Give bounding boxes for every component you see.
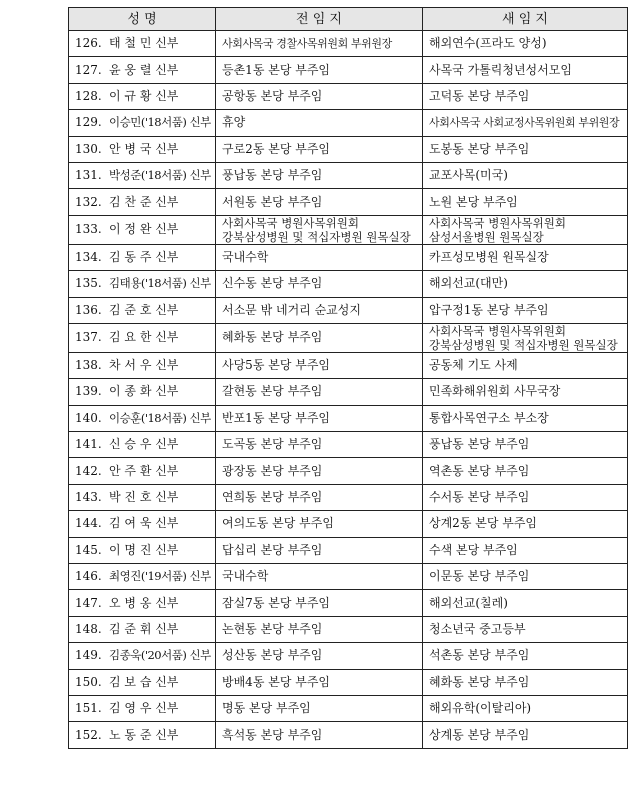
cell-new-post: 풍납동 본당 부주임 (423, 432, 628, 458)
cell-new-post: 사회사목국 병원사목위원회 삼성서울병원 원목실장 (423, 215, 628, 244)
cell-new-post: 해외유학(이탈리아) (423, 695, 628, 721)
cell-previous-post: 구로2동 본당 부주임 (216, 136, 423, 162)
cell-name (69, 244, 216, 270)
cell-previous-post: 명동 본당 부주임 (216, 695, 423, 721)
table-row (69, 616, 628, 642)
table-row (69, 244, 628, 270)
row-number: 130. (75, 141, 102, 156)
priest-name: 김 준 휘 신부 (109, 622, 179, 636)
table-row (69, 722, 628, 748)
priest-name: 박 진 호 신부 (109, 490, 179, 505)
cell-previous-post: 잠실7동 본당 부주임 (216, 590, 423, 616)
table-row (69, 352, 628, 378)
priest-name: 김 여 욱 신부 (109, 516, 179, 531)
row-number: 151. (75, 701, 102, 716)
row-number: 128. (75, 88, 102, 103)
cell-name (69, 590, 216, 616)
cell-previous-post: 등촌1동 본당 부주임 (216, 57, 423, 83)
priest-name: 김 영 우 신부 (109, 701, 179, 716)
priest-name: 이 규 황 신부 (109, 88, 179, 103)
cell-previous-post: 갈현동 본당 부주임 (216, 379, 423, 405)
cell-name (69, 162, 216, 188)
table-row (69, 511, 628, 537)
cell-name (69, 432, 216, 458)
cell-name (69, 537, 216, 563)
cell-name (69, 564, 216, 590)
row-number: 145. (75, 542, 102, 557)
cell-name (69, 405, 216, 431)
priest-name: 김 동 주 신부 (109, 249, 179, 264)
cell-previous-post: 연희동 본당 부주임 (216, 484, 423, 510)
cell-new-post: 사회사목국 병원사목위원회 강북삼성병원 및 적십자병원 원목실장 (423, 323, 628, 352)
cell-previous-post: 사회사목국 경찰사목위원회 부위원장 (216, 31, 423, 57)
table-row (69, 458, 628, 484)
cell-previous-post: 답십리 본당 부주임 (216, 537, 423, 563)
table-row (69, 136, 628, 162)
cell-name (69, 110, 216, 136)
priest-name: 노 동 준 신부 (109, 727, 179, 742)
priest-name: 이승민('18서품) 신부 (109, 115, 211, 130)
header-previous-post: 전 임 지 (216, 8, 423, 31)
row-number: 152. (75, 727, 102, 742)
cell-name (69, 31, 216, 57)
cell-new-post: 공동체 기도 사제 (423, 352, 628, 378)
row-number: 129. (75, 115, 102, 130)
cell-name (69, 352, 216, 378)
cell-previous-post: 혜화동 본당 부주임 (216, 323, 423, 352)
table-header-row (69, 8, 628, 31)
row-number: 146. (75, 569, 102, 584)
table-row (69, 590, 628, 616)
cell-previous-post: 논현동 본당 부주임 (216, 616, 423, 642)
priest-name: 신 승 우 신부 (109, 437, 179, 452)
cell-new-post: 혜화동 본당 부주임 (423, 669, 628, 695)
row-number: 134. (75, 249, 102, 264)
cell-new-post: 사목국 가톨릭청년성서모임 (423, 57, 628, 83)
cell-name (69, 722, 216, 748)
row-number: 139. (75, 384, 102, 399)
cell-new-post: 석촌동 본당 부주임 (423, 643, 628, 669)
cell-previous-post: 여의도동 본당 부주임 (216, 511, 423, 537)
table-row (69, 537, 628, 563)
cell-name (69, 215, 216, 244)
cell-new-post: 통합사목연구소 부소장 (423, 405, 628, 431)
row-number: 148. (75, 622, 102, 636)
table-row (69, 297, 628, 323)
header-new-post: 새 임 지 (423, 8, 628, 31)
row-number: 150. (75, 674, 102, 689)
cell-new-post: 상계동 본당 부주임 (423, 722, 628, 748)
cell-new-post: 이문동 본당 부주임 (423, 564, 628, 590)
cell-name (69, 189, 216, 215)
cell-name (69, 297, 216, 323)
cell-new-post: 교포사목(미국) (423, 162, 628, 188)
row-number: 133. (75, 222, 102, 237)
priest-name: 태 철 민 신부 (109, 36, 179, 51)
row-number: 138. (75, 358, 102, 373)
header-name: 성 명 (69, 8, 216, 31)
cell-previous-post: 신수동 본당 부주임 (216, 271, 423, 297)
cell-previous-post: 국내수학 (216, 564, 423, 590)
cell-new-post: 해외선교(칠레) (423, 590, 628, 616)
table-row (69, 162, 628, 188)
cell-name (69, 83, 216, 109)
cell-name (69, 57, 216, 83)
cell-previous-post: 성산동 본당 부주임 (216, 643, 423, 669)
cell-name (69, 643, 216, 669)
cell-new-post: 해외연수(프라도 양성) (423, 31, 628, 57)
priest-name: 오 병 옹 신부 (109, 595, 179, 610)
priest-name: 이 명 진 신부 (109, 542, 179, 557)
cell-name (69, 695, 216, 721)
table-row (69, 31, 628, 57)
cell-new-post: 노원 본당 부주임 (423, 189, 628, 215)
row-number: 141. (75, 437, 102, 452)
priest-name: 박성준('18서품) 신부 (109, 168, 211, 183)
row-number: 136. (75, 302, 102, 317)
cell-previous-post: 사회사목국 병원사목위원회 강북삼성병원 및 적십자병원 원목실장 (216, 215, 423, 244)
cell-new-post: 사회사목국 사회교정사목위원회 부위원장 (423, 110, 628, 136)
cell-name (69, 511, 216, 537)
cell-new-post: 수색 본당 부주임 (423, 537, 628, 563)
priest-name: 최영진('19서품) 신부 (109, 569, 211, 584)
table-row (69, 432, 628, 458)
cell-name (69, 669, 216, 695)
priest-name: 김 보 습 신부 (109, 674, 179, 689)
row-number: 127. (75, 62, 102, 77)
priest-name: 이승훈('18서품) 신부 (109, 410, 211, 425)
cell-name (69, 484, 216, 510)
cell-previous-post: 풍납동 본당 부주임 (216, 162, 423, 188)
priest-name: 김태용('18서품) 신부 (109, 276, 211, 291)
table-row (69, 405, 628, 431)
appointment-list-document (68, 7, 620, 749)
table-row (69, 323, 628, 352)
cell-previous-post: 사당5동 본당 부주임 (216, 352, 423, 378)
priest-name: 윤 웅 렬 신부 (109, 62, 179, 77)
row-number: 149. (75, 648, 102, 663)
cell-previous-post: 서원동 본당 부주임 (216, 189, 423, 215)
table-row (69, 695, 628, 721)
cell-new-post: 청소년국 중고등부 (423, 616, 628, 642)
cell-new-post: 고덕동 본당 부주임 (423, 83, 628, 109)
table-row (69, 379, 628, 405)
cell-new-post: 역촌동 본당 부주임 (423, 458, 628, 484)
cell-name (69, 323, 216, 352)
row-number: 144. (75, 516, 102, 531)
cell-previous-post: 휴양 (216, 110, 423, 136)
table-row (69, 564, 628, 590)
priest-name: 김 준 호 신부 (109, 302, 179, 317)
priest-name: 김 찬 준 신부 (109, 194, 179, 209)
cell-new-post: 수서동 본당 부주임 (423, 484, 628, 510)
cell-new-post: 압구정1동 본당 부주임 (423, 297, 628, 323)
cell-previous-post: 도곡동 본당 부주임 (216, 432, 423, 458)
row-number: 142. (75, 463, 102, 478)
appointment-table (68, 7, 628, 749)
cell-previous-post: 광장동 본당 부주임 (216, 458, 423, 484)
row-number: 147. (75, 595, 102, 610)
cell-name (69, 379, 216, 405)
cell-previous-post: 방배4동 본당 부주임 (216, 669, 423, 695)
table-row (69, 643, 628, 669)
cell-previous-post: 공항동 본당 부주임 (216, 83, 423, 109)
cell-name (69, 271, 216, 297)
row-number: 143. (75, 490, 102, 505)
cell-previous-post: 반포1동 본당 부주임 (216, 405, 423, 431)
table-row (69, 215, 628, 244)
priest-name: 안 주 환 신부 (109, 463, 179, 478)
cell-previous-post: 흑석동 본당 부주임 (216, 722, 423, 748)
cell-previous-post: 국내수학 (216, 244, 423, 270)
row-number: 135. (75, 276, 102, 291)
table-row (69, 271, 628, 297)
table-row (69, 57, 628, 83)
cell-previous-post: 서소문 밖 네거리 순교성지 (216, 297, 423, 323)
table-row (69, 484, 628, 510)
cell-new-post: 카프성모병원 원목실장 (423, 244, 628, 270)
priest-name: 김 요 한 신부 (109, 330, 179, 345)
table-row (69, 669, 628, 695)
priest-name: 김종욱('20서품) 신부 (109, 648, 211, 663)
table-row (69, 189, 628, 215)
table-body (69, 31, 628, 749)
cell-new-post: 해외선교(대만) (423, 271, 628, 297)
row-number: 140. (75, 410, 102, 425)
table-row (69, 83, 628, 109)
table-row (69, 110, 628, 136)
cell-name (69, 458, 216, 484)
cell-new-post: 도봉동 본당 부주임 (423, 136, 628, 162)
priest-name: 안 병 국 신부 (109, 141, 179, 156)
cell-new-post: 민족화해위원회 사무국장 (423, 379, 628, 405)
priest-name: 이 정 완 신부 (109, 222, 179, 237)
row-number: 137. (75, 330, 102, 345)
row-number: 132. (75, 194, 102, 209)
priest-name: 이 종 화 신부 (109, 384, 179, 399)
cell-name (69, 616, 216, 642)
cell-new-post: 상계2동 본당 부주임 (423, 511, 628, 537)
row-number: 126. (75, 36, 102, 51)
priest-name: 차 서 우 신부 (109, 358, 179, 373)
row-number: 131. (75, 168, 102, 183)
cell-name (69, 136, 216, 162)
